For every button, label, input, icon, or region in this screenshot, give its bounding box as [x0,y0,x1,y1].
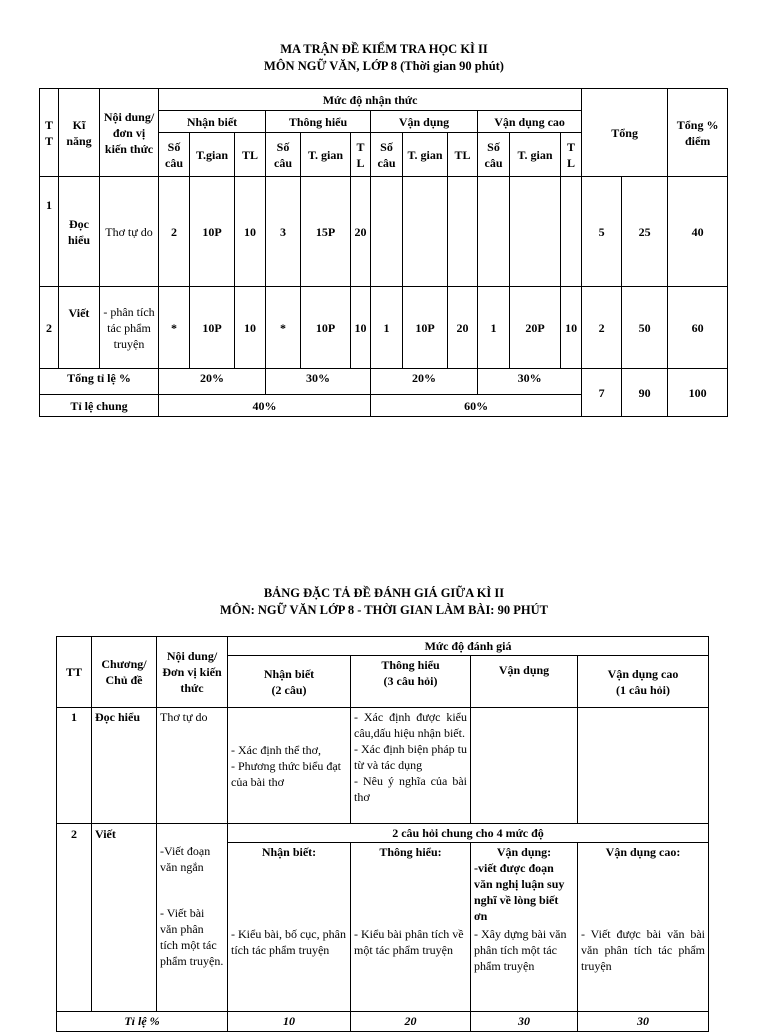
matrix-table [39,88,728,417]
cell: 60 [668,287,728,369]
spec-row-tt: 1 [57,708,92,824]
header-tong: Tổng [582,89,668,177]
cell: 2 [159,177,190,287]
cell [448,177,478,287]
cell: 10P [301,287,351,369]
spec-r2-nhan-biet: - Kiểu bài, bố cục, phân tích tác phẩm truyện [228,925,351,1011]
cell: 15P [301,177,351,287]
cell: 5 [582,177,622,287]
final-tgian: 90 [622,369,668,417]
cell [478,177,510,287]
spec-r2-vd-heading: Vận dụng: -viết được đoạn văn nghị luận suy nghĩ về lòng biết ơn [471,843,578,926]
spec-r1-nhan-biet: - Xác định thể thơ, - Phương thức biểu đạt của bài thơ [228,708,351,824]
final-pct: 100 [668,369,728,417]
sub-tgian: T. gian [510,133,561,177]
sub-tl: TL [448,133,478,177]
spec-r2-th-heading: Thông hiểu: [351,843,471,926]
level-thong-hieu: Thông hiểu [266,111,371,133]
cell: 20P [510,287,561,369]
table-row [57,1011,709,1031]
tong-ti-le-th: 30% [266,369,371,395]
table-row [40,287,728,369]
sub-tgian: T. gian [403,133,448,177]
cell [403,177,448,287]
sub-tgian: T.gian [190,133,235,177]
spec-title: BẢNG ĐẶC TẢ ĐỀ ĐÁNH GIÁ GIỮA KÌ II MÔN: NGỮ VĂN LỚP 8 - THỜI GIAN LÀM BÀI: 90 PHÚT [220,586,548,617]
final-so-cau: 7 [582,369,622,417]
sub-tgian: T. gian [301,133,351,177]
header-ki-nang: Kĩ năng [59,89,100,177]
header-tt: T T [40,89,59,177]
spec-common-note: 2 câu hỏi chung cho 4 mức độ [228,824,709,843]
cell: 2 [582,287,622,369]
table-row [57,824,709,843]
cell: 10P [190,177,235,287]
spec-r2-thong-hieu: - Kiểu bài phân tích về một tác phẩm truyện [351,925,471,1011]
spec-header-van-dung: Vận dụng [471,656,578,708]
spec-header-chuong: Chương/ Chủ đề [92,637,157,708]
spec-row-noi-dung: Thơ tự do [157,708,228,824]
spec-header-nhan-biet: Nhận biết (2 câu) [228,656,351,708]
cell [510,177,561,287]
ti-le-chung-2: 60% [371,395,582,417]
tong-ti-le-vd: 20% [371,369,478,395]
cell: 10P [190,287,235,369]
cell: 20 [448,287,478,369]
cell: * [266,287,301,369]
sub-tl: T L [561,133,582,177]
ti-le-chung-label: Tỉ lệ chung [40,395,159,417]
spec-header-noi-dung: Nội dung/Đơn vị kiến thức [157,637,228,708]
cell [371,177,403,287]
cell: 3 [266,177,301,287]
spec-header-muc-do: Mức độ đánh giá [228,637,709,656]
spec-ti-le-vdc: 30 [578,1011,709,1031]
table-row [40,177,728,287]
spec-ti-le-th: 20 [351,1011,471,1031]
header-muc-do: Mức độ nhận thức [159,89,582,111]
level-van-dung-cao: Vận dụng cao [478,111,582,133]
row-noi-dung: Thơ tự do [100,177,159,287]
tong-ti-le-nb: 20% [159,369,266,395]
row-tt: 1 [40,177,59,287]
sub-so-cau: Số câu [371,133,403,177]
row-noi-dung: - phân tích tác phẩm truyện [100,287,159,369]
spec-row-chuong: Viết [92,824,157,1012]
cell: 20 [351,177,371,287]
cell: 10 [235,287,266,369]
row-ki-nang: Viết [59,287,100,369]
cell: 1 [371,287,403,369]
table-row [40,369,728,395]
cell: 10 [561,287,582,369]
sub-tl: TL [235,133,266,177]
sub-so-cau: Số câu [159,133,190,177]
spec-r2-van-dung-cao: - Viết được bài văn bài văn phân tích tác phẩm truyện [578,925,709,1011]
ti-le-chung-1: 40% [159,395,371,417]
cell: 10 [351,287,371,369]
cell: 10P [403,287,448,369]
matrix-title: MA TRẬN ĐỀ KIỂM TRA HỌC KÌ II MÔN NGỮ VĂN, LỚP 8 (Thời gian 90 phút) [264,42,504,73]
tong-ti-le-vdc: 30% [478,369,582,395]
spec-table [56,636,709,1032]
header-tong-pct: Tổng % điểm [668,89,728,177]
level-van-dung: Vận dụng [371,111,478,133]
cell: 40 [668,177,728,287]
spec-row-tt: 2 [57,824,92,1012]
spec-header-van-dung-cao: Vận dụng cao (1 câu hỏi) [578,656,709,708]
spec-ti-le-vd: 30 [471,1011,578,1031]
spec-ti-le-label: Tỉ lệ % [57,1011,228,1031]
spec-header-thong-hieu: Thông hiểu (3 câu hỏi) [351,656,471,708]
sub-so-cau: Số câu [266,133,301,177]
spec-header-tt: TT [57,637,92,708]
tong-ti-le-label: Tổng tỉ lệ % [40,369,159,395]
row-ki-nang: Đọc hiểu [59,177,100,287]
header-noi-dung: Nội dung/ đơn vị kiến thức [100,89,159,177]
sub-so-cau: Số câu [478,133,510,177]
cell: 25 [622,177,668,287]
cell [561,177,582,287]
sub-tl: T L [351,133,371,177]
cell: 50 [622,287,668,369]
spec-r2-vdc-heading: Vận dụng cao: [578,843,709,926]
level-nhan-biet: Nhận biết [159,111,266,133]
table-row [57,708,709,824]
spec-row-noi-dung: -Viết đoạn văn ngắn - Viết bài văn phân tích một tác phẩm truyện. [157,824,228,1012]
row-tt: 2 [40,287,59,369]
cell: * [159,287,190,369]
spec-r2-van-dung: - Xây dựng bài văn phân tích một tác phẩm truyện [471,925,578,1011]
spec-r1-van-dung-cao [578,708,709,824]
cell: 10 [235,177,266,287]
spec-ti-le-nb: 10 [228,1011,351,1031]
spec-r1-van-dung [471,708,578,824]
spec-row-chuong: Đọc hiểu [92,708,157,824]
cell: 1 [478,287,510,369]
spec-r2-nb-heading: Nhận biết: [228,843,351,926]
spec-r1-thong-hieu: - Xác định được kiểu câu,dấu hiệu nhận biết. - Xác định biện pháp tu từ và tác dụng - Nêu ý nghĩa của bài thơ [351,708,471,824]
